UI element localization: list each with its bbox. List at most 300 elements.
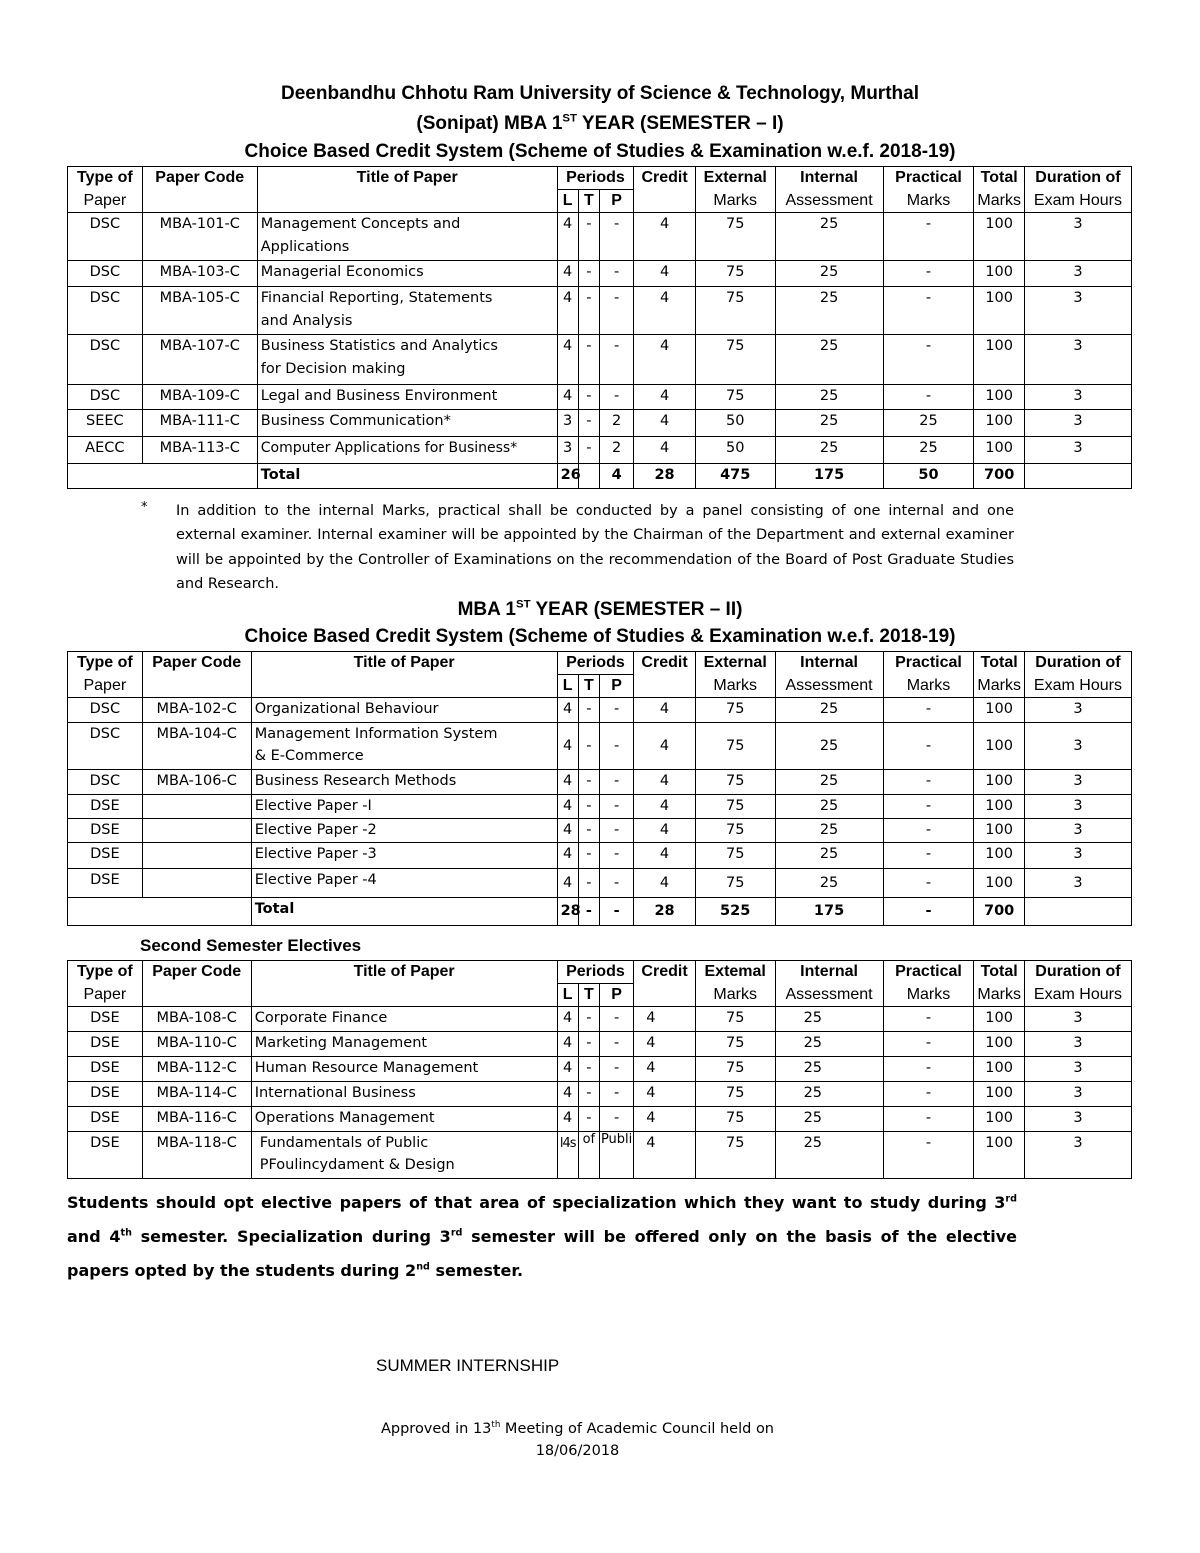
table-cell: [1024, 464, 1131, 489]
table-cell: -: [578, 819, 599, 843]
table-cell: 100: [974, 261, 1024, 287]
table-cell: 4: [634, 261, 696, 287]
table-cell: 4: [557, 723, 578, 770]
table-cell: Periods: [557, 167, 634, 190]
table-cell: [142, 819, 251, 843]
table-cell: External: [695, 167, 775, 190]
table-cell: 4: [634, 410, 696, 437]
table-cell: 25: [775, 335, 883, 385]
table-cell: MBA-108-C: [142, 1007, 251, 1032]
table-cell: -: [883, 698, 974, 723]
table-cell: 4: [634, 385, 696, 410]
table-cell: 4: [634, 843, 696, 869]
specialization-note: Students should opt elective papers of that area of specialization which they want to study during 3rd and 4th semester. Specialization during 3rd semester will be offered only on the basis of the elective papers opted by the students during 2nd semester.: [67, 1193, 1018, 1280]
table-cell: 3: [1024, 1057, 1131, 1082]
table-cell: -: [599, 770, 633, 795]
total-row: [68, 464, 1132, 489]
table-cell: Internal: [775, 652, 883, 675]
table-cell: -: [578, 770, 599, 795]
table-cell: 700: [974, 464, 1024, 489]
table-cell: MBA-104-C: [142, 723, 251, 770]
table-cell: [142, 675, 251, 698]
table-cell: Internal: [775, 961, 883, 984]
table-cell: 75: [695, 795, 775, 819]
table-cell: [634, 984, 696, 1007]
table-cell: External: [695, 652, 775, 675]
table-header-row: [68, 190, 1132, 213]
table-row: [68, 1057, 1132, 1082]
table-cell: 4: [634, 819, 696, 843]
table-cell: Marks: [695, 190, 775, 213]
table-cell: 26: [557, 464, 578, 489]
table-cell: -: [599, 1082, 633, 1107]
table-header-row: [68, 961, 1132, 984]
table-cell: 75: [695, 723, 775, 770]
table-cell: 100: [974, 1057, 1024, 1082]
table-cell: 25: [775, 410, 883, 437]
table-cell: -: [599, 698, 633, 723]
summer-internship-heading: SUMMER INTERNSHIP: [376, 1356, 560, 1375]
table-cell: Duration of: [1024, 961, 1131, 984]
table-cell: 4: [634, 287, 696, 335]
table-cell: -: [883, 869, 974, 898]
table-cell: Extemal: [695, 961, 775, 984]
table-cell: MBA-109-C: [142, 385, 257, 410]
table-cell: 4: [557, 335, 578, 385]
table-cell: Credit: [634, 167, 696, 190]
table-cell: 3: [557, 410, 578, 437]
table-cell: -: [578, 410, 599, 437]
table-header-row: [68, 984, 1132, 1007]
table-cell: -: [883, 385, 974, 410]
table-row: [68, 1132, 1132, 1179]
table-cell: 75: [695, 770, 775, 795]
table-cell: [142, 843, 251, 869]
table-cell: Marks: [883, 190, 974, 213]
university-title: Deenbandhu Chhotu Ram University of Science & Technology, Murthal: [281, 83, 919, 104]
table-cell: MBA-106-C: [142, 770, 251, 795]
table-cell: 4: [634, 869, 696, 898]
semester-2-title: MBA 1ST YEAR (SEMESTER – II): [457, 598, 743, 620]
table-cell: -: [883, 795, 974, 819]
table-cell: Financial Reporting, Statements and Analysis: [257, 287, 557, 335]
table-cell: 25: [775, 819, 883, 843]
table-cell: Periods: [557, 652, 634, 675]
table-cell: Elective Paper -2: [251, 819, 557, 843]
table-cell: Elective Paper -4: [251, 869, 557, 898]
table-cell: MBA-114-C: [142, 1082, 251, 1107]
table-cell: 100: [974, 819, 1024, 843]
table-cell: Elective Paper -I: [251, 795, 557, 819]
table-cell: DSC: [68, 385, 143, 410]
table-cell: T: [578, 675, 599, 698]
table-row: [68, 795, 1132, 819]
table-cell: 25: [775, 1082, 883, 1107]
table-cell: -: [883, 898, 974, 926]
table-cell: -: [599, 287, 633, 335]
cbcs-title-1: Choice Based Credit System (Scheme of Studies & Examination w.e.f. 2018-19): [244, 141, 956, 162]
table-cell: Periods: [557, 961, 634, 984]
table-row: [68, 1082, 1132, 1107]
table-cell: Business Statistics and Analytics for Decision making: [257, 335, 557, 385]
table-cell: [142, 190, 257, 213]
footnote-text: In addition to the internal Marks, practical shall be conducted by a panel consisting of one internal and one external examiner. Internal examiner will be appointed by the Chairman of the Department and external examiner will be appointed by the Controller of Examinations on the recommendation of the Board of Post Graduate Studies and Research.: [176, 503, 1014, 592]
table-row: [68, 723, 1132, 770]
table-cell: -: [883, 1007, 974, 1032]
table-cell: Type of: [68, 167, 143, 190]
table-cell: -: [599, 869, 633, 898]
table-cell: Publi: [599, 1132, 633, 1179]
table-cell: MBA-105-C: [142, 287, 257, 335]
table-cell: 75: [695, 1132, 775, 1179]
table-cell: 4: [557, 795, 578, 819]
table-cell: 100: [974, 723, 1024, 770]
table-cell: 75: [695, 287, 775, 335]
table-cell: Business Research Methods: [251, 770, 557, 795]
table-cell: Paper Code: [142, 961, 251, 984]
table-header-row: [68, 675, 1132, 698]
table-cell: -: [599, 385, 633, 410]
table-cell: 75: [695, 1082, 775, 1107]
table-cell: 4: [634, 1032, 696, 1057]
table-cell: -: [578, 213, 599, 261]
table-cell: Title of Paper: [251, 961, 557, 984]
table-cell: DSE: [68, 1032, 143, 1057]
table-cell: -: [599, 1107, 633, 1132]
table-cell: -: [599, 723, 633, 770]
table-cell: Marks: [883, 984, 974, 1007]
table-cell: Credit: [634, 652, 696, 675]
table-cell: 4: [557, 1007, 578, 1032]
table-cell: Total: [257, 464, 557, 489]
table-cell: 3: [1024, 335, 1131, 385]
table-cell: 100: [974, 770, 1024, 795]
table-cell: -: [599, 843, 633, 869]
table-cell: 4: [557, 1107, 578, 1132]
table-cell: DSC: [68, 213, 143, 261]
table-cell: Business Communication*: [257, 410, 557, 437]
table-cell: 3: [1024, 770, 1131, 795]
table-cell: [142, 869, 251, 898]
table-cell: 4: [557, 843, 578, 869]
table-cell: Legal and Business Environment: [257, 385, 557, 410]
table-cell: Human Resource Management: [251, 1057, 557, 1082]
table-row: [68, 698, 1132, 723]
table-row: [68, 819, 1132, 843]
table-cell: 25: [775, 287, 883, 335]
table-cell: DSE: [68, 843, 143, 869]
table-cell: Practical: [883, 167, 974, 190]
table-cell: -: [883, 213, 974, 261]
table-cell: 4: [599, 464, 633, 489]
table-cell: Assessment: [775, 984, 883, 1007]
table-cell: -: [883, 1057, 974, 1082]
table-cell: Assessment: [775, 675, 883, 698]
table-cell: -: [883, 843, 974, 869]
table-cell: 4: [557, 819, 578, 843]
table-cell: 25: [775, 385, 883, 410]
table-cell: -: [599, 213, 633, 261]
table-cell: 25: [883, 437, 974, 464]
table-row: [68, 385, 1132, 410]
table-header-row: [68, 167, 1132, 190]
table-cell: 525: [695, 898, 775, 926]
table-cell: 75: [695, 1007, 775, 1032]
table-cell: International Business: [251, 1082, 557, 1107]
table-cell: DSE: [68, 819, 143, 843]
table-cell: MBA-118-C: [142, 1132, 251, 1179]
table-cell: 75: [695, 698, 775, 723]
electives-table: [67, 960, 1132, 1179]
table-cell: -: [578, 437, 599, 464]
table-cell: -: [578, 698, 599, 723]
table-cell: 4: [634, 1007, 696, 1032]
table-cell: Marketing Management: [251, 1032, 557, 1057]
table-cell: 50: [695, 437, 775, 464]
table-cell: [257, 190, 557, 213]
table-cell: 4: [557, 869, 578, 898]
table-cell: 25: [775, 1057, 883, 1082]
table-cell: Duration of: [1024, 167, 1131, 190]
table-cell: [634, 675, 696, 698]
table-cell: 3: [557, 437, 578, 464]
table-cell: 3: [1024, 261, 1131, 287]
table-cell: MBA-107-C: [142, 335, 257, 385]
table-row: [68, 335, 1132, 385]
table-cell: SEEC: [68, 410, 143, 437]
table-cell: 100: [974, 437, 1024, 464]
table-cell: Practical: [883, 961, 974, 984]
table-cell: 25: [775, 698, 883, 723]
table-cell: 25: [775, 1132, 883, 1179]
table-cell: Title of Paper: [257, 167, 557, 190]
table-cell: 100: [974, 1132, 1024, 1179]
table-cell: DSE: [68, 795, 143, 819]
table-cell: 700: [974, 898, 1024, 926]
table-cell: 3: [1024, 410, 1131, 437]
table-cell: -: [883, 261, 974, 287]
table-cell: 4: [634, 723, 696, 770]
table-cell: Management Concepts and Applications: [257, 213, 557, 261]
table-cell: 4: [634, 1057, 696, 1082]
approval-note: Approved in 13th Meeting of Academic Council held on 18/06/2018: [380, 1420, 775, 1459]
table-cell: Practical: [883, 652, 974, 675]
table-row: [68, 770, 1132, 795]
table-cell: L: [557, 190, 578, 213]
table-cell: Exam Hours: [1024, 675, 1131, 698]
table-cell: -: [883, 1032, 974, 1057]
table-cell: Elective Paper -3: [251, 843, 557, 869]
table-cell: -: [599, 335, 633, 385]
table-cell: DSC: [68, 770, 143, 795]
table-cell: [142, 795, 251, 819]
table-cell: MBA-111-C: [142, 410, 257, 437]
table-cell: MBA-113-C: [142, 437, 257, 464]
table-cell: 75: [695, 1107, 775, 1132]
table-cell: MBA-112-C: [142, 1057, 251, 1082]
table-cell: 50: [695, 410, 775, 437]
table-cell: Paper Code: [142, 652, 251, 675]
table-cell: 100: [974, 869, 1024, 898]
table-cell: 75: [695, 819, 775, 843]
table-cell: MBA-102-C: [142, 698, 251, 723]
table-cell: [578, 464, 599, 489]
table-cell: Management Information System & E-Commerce: [251, 723, 557, 770]
table-cell: -: [883, 1132, 974, 1179]
table-row: [68, 213, 1132, 261]
table-cell: 4: [557, 385, 578, 410]
table-cell: -: [883, 335, 974, 385]
table-cell: -: [578, 1057, 599, 1082]
semester-2-table: [67, 651, 1132, 926]
table-cell: 100: [974, 843, 1024, 869]
table-cell: 2: [599, 437, 633, 464]
table-cell: DSC: [68, 723, 143, 770]
table-row: [68, 1107, 1132, 1132]
table-cell: Operations Management: [251, 1107, 557, 1132]
table-cell: 3: [1024, 819, 1131, 843]
table-cell: Paper: [68, 984, 143, 1007]
table-cell: DSC: [68, 261, 143, 287]
table-cell: 100: [974, 213, 1024, 261]
table-row: [68, 287, 1132, 335]
table-cell: 3: [1024, 1132, 1131, 1179]
table-cell: 3: [1024, 698, 1131, 723]
table-cell: Type of: [68, 961, 143, 984]
table-cell: Marks: [695, 675, 775, 698]
table-cell: [142, 984, 251, 1007]
table-cell: -: [883, 819, 974, 843]
table-cell: 4: [634, 795, 696, 819]
table-cell: -: [578, 1007, 599, 1032]
table-cell: [1024, 898, 1131, 926]
table-cell: 25: [775, 1107, 883, 1132]
table-cell: 75: [695, 261, 775, 287]
table-cell: 4: [557, 1032, 578, 1057]
table-row: [68, 869, 1132, 898]
table-cell: 100: [974, 287, 1024, 335]
table-cell: 3: [1024, 1032, 1131, 1057]
table-cell: Title of Paper: [251, 652, 557, 675]
table-cell: 175: [775, 898, 883, 926]
table-cell: -: [578, 287, 599, 335]
table-cell: Exam Hours: [1024, 984, 1131, 1007]
table-cell: 4: [557, 770, 578, 795]
table-cell: -: [578, 1107, 599, 1132]
table-cell: [634, 190, 696, 213]
table-cell: 4: [634, 213, 696, 261]
table-cell: 25: [883, 410, 974, 437]
total-row: [68, 898, 1132, 926]
table-cell: 75: [695, 1057, 775, 1082]
table-header-row: [68, 652, 1132, 675]
table-cell: 4: [634, 698, 696, 723]
table-cell: 100: [974, 1082, 1024, 1107]
table-row: [68, 437, 1132, 464]
table-cell: 100: [974, 698, 1024, 723]
table-cell: Managerial Economics: [257, 261, 557, 287]
table-cell: Marks: [974, 675, 1024, 698]
table-cell: 25: [775, 795, 883, 819]
table-cell: [251, 984, 557, 1007]
electives-heading: Second Semester Electives: [140, 936, 362, 955]
table-cell: DSE: [68, 869, 143, 898]
table-cell: DSC: [68, 698, 143, 723]
table-cell: Paper: [68, 190, 143, 213]
table-cell: l4s: [557, 1132, 578, 1179]
table-cell: 3: [1024, 437, 1131, 464]
table-cell: Marks: [974, 984, 1024, 1007]
table-cell: 4: [557, 261, 578, 287]
table-cell: 4: [557, 698, 578, 723]
table-cell: 3: [1024, 287, 1131, 335]
table-row: [68, 410, 1132, 437]
table-cell: 4: [634, 437, 696, 464]
table-cell: MBA-116-C: [142, 1107, 251, 1132]
table-cell: 4: [557, 287, 578, 335]
table-cell: 28: [634, 464, 696, 489]
table-cell: -: [578, 898, 599, 926]
table-cell: 3: [1024, 1107, 1131, 1132]
table-cell: 2: [599, 410, 633, 437]
table-cell: 25: [775, 437, 883, 464]
table-cell: -: [578, 335, 599, 385]
table-cell: Paper: [68, 675, 143, 698]
table-cell: AECC: [68, 437, 143, 464]
table-cell: 75: [695, 869, 775, 898]
table-cell: 4: [557, 1082, 578, 1107]
table-cell: Total: [251, 898, 557, 926]
table-cell: Marks: [883, 675, 974, 698]
table-cell: 3: [1024, 1007, 1131, 1032]
table-cell: -: [883, 1107, 974, 1132]
table-cell: L: [557, 675, 578, 698]
table-cell: 75: [695, 385, 775, 410]
table-cell: DSE: [68, 1107, 143, 1132]
table-cell: 25: [775, 1007, 883, 1032]
table-cell: MBA-110-C: [142, 1032, 251, 1057]
table-cell: Total: [974, 652, 1024, 675]
table-cell: -: [578, 723, 599, 770]
table-cell: Internal: [775, 167, 883, 190]
table-cell: -: [883, 770, 974, 795]
footnote-star: *: [141, 500, 148, 515]
semester-1-table: [67, 166, 1132, 489]
table-cell: 100: [974, 1007, 1024, 1032]
table-cell: 3: [1024, 843, 1131, 869]
table-cell: DSE: [68, 1132, 143, 1179]
table-cell: 175: [775, 464, 883, 489]
table-cell: 100: [974, 410, 1024, 437]
table-cell: 4: [634, 770, 696, 795]
cbcs-title-2: Choice Based Credit System (Scheme of Studies & Examination w.e.f. 2018-19): [244, 626, 956, 647]
table-cell: -: [883, 723, 974, 770]
table-cell: -: [599, 1007, 633, 1032]
table-cell: DSC: [68, 335, 143, 385]
table-cell: Duration of: [1024, 652, 1131, 675]
table-cell: 75: [695, 843, 775, 869]
table-cell: 4: [634, 1082, 696, 1107]
table-cell: 3: [1024, 385, 1131, 410]
table-cell: P: [599, 984, 633, 1007]
table-cell: -: [578, 795, 599, 819]
table-cell: T: [578, 984, 599, 1007]
table-cell: -: [599, 1032, 633, 1057]
table-row: [68, 843, 1132, 869]
table-cell: -: [578, 385, 599, 410]
table-cell: 100: [974, 335, 1024, 385]
table-cell: 25: [775, 213, 883, 261]
